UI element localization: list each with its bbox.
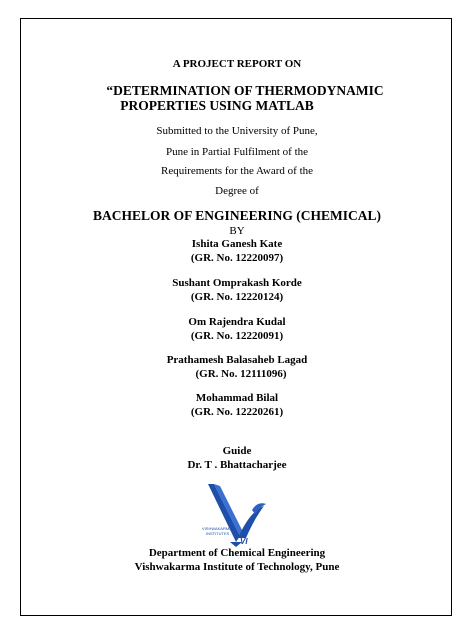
degree-title: BACHELOR OF ENGINEERING (CHEMICAL) xyxy=(93,208,381,223)
logo-initials: VI xyxy=(240,537,248,546)
student-name: Om Rajendra Kudal xyxy=(188,316,286,328)
by-label: BY xyxy=(229,225,245,237)
student-gr-number: (GR. No. 12220124) xyxy=(190,291,284,303)
student-name: Mohammad Bilal xyxy=(195,392,279,404)
submission-line-2: Pune in Partial Fulfilment of the xyxy=(165,146,309,158)
vishwakarma-logo xyxy=(200,480,272,548)
student-gr-number: (GR. No. 12220261) xyxy=(190,406,284,418)
department-name: Department of Chemical Engineering xyxy=(148,547,326,559)
institute-name: Vishwakarma Institute of Technology, Pune xyxy=(134,561,340,573)
student-gr-number: (GR. No. 12220091) xyxy=(190,330,284,342)
student-name: Prathamesh Balasaheb Lagad xyxy=(166,354,308,366)
guide-name: Dr. T . Bhattacharjee xyxy=(187,459,287,471)
logo-text-1: VISHWAKARMA xyxy=(202,526,232,531)
submission-line-1: Submitted to the University of Pune, xyxy=(156,125,318,137)
title-line-1: “DETERMINATION OF THERMODYNAMIC xyxy=(106,83,384,98)
submission-line-4: Degree of xyxy=(215,185,259,197)
student-gr-number: (GR. No. 12220097) xyxy=(190,252,284,264)
title-line-2: PROPERTIES USING MATLAB xyxy=(120,98,314,113)
submission-line-3: Requirements for the Award of the xyxy=(160,165,314,177)
student-gr-number: (GR. No. 12111096) xyxy=(195,368,287,380)
logo-text-2: INSTITUTES xyxy=(206,531,230,536)
student-name: Ishita Ganesh Kate xyxy=(191,238,283,250)
student-name: Sushant Omprakash Korde xyxy=(172,277,302,289)
guide-label: Guide xyxy=(222,445,252,457)
vishwakarma-logo-icon xyxy=(200,480,272,548)
report-kicker: A PROJECT REPORT ON xyxy=(172,58,302,70)
